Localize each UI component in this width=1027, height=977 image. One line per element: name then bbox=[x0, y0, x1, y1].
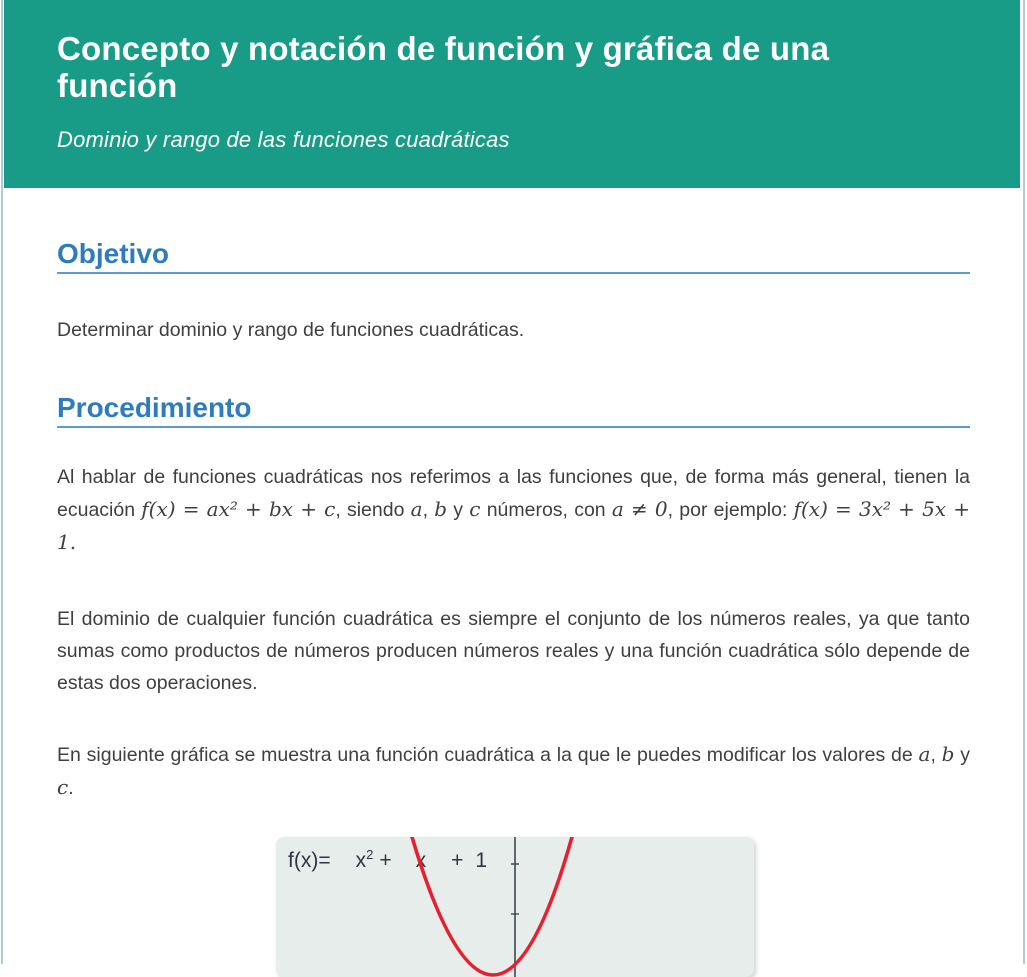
formula-plus-2: + bbox=[451, 849, 464, 872]
formula-x-term: x bbox=[415, 849, 427, 872]
coef-c-value[interactable]: 1 bbox=[475, 849, 488, 872]
inline-math: f(x) = ax² + bx + c bbox=[141, 497, 336, 521]
page-right-border bbox=[1023, 0, 1025, 964]
parabola-curve bbox=[412, 837, 572, 975]
inline-text: , bbox=[930, 744, 942, 766]
formula-plus-1: + bbox=[379, 849, 392, 872]
section-rule-procedimiento bbox=[57, 426, 970, 428]
inline-text: y bbox=[954, 744, 970, 766]
inline-text: , por ejemplo: bbox=[667, 499, 794, 521]
inline-math: b bbox=[941, 742, 955, 766]
inline-text: En siguiente gráfica se muestra una función cuadrática a la que le puedes modificar los valores de bbox=[57, 744, 919, 766]
section-heading-objetivo: Objetivo bbox=[57, 238, 170, 269]
inline-math: a bbox=[410, 497, 423, 521]
page-left-border bbox=[1, 0, 3, 964]
inline-text: , siendo bbox=[335, 499, 411, 521]
inline-math: b bbox=[434, 497, 448, 521]
formula-x-squared-term: $x^2$ bbox=[355, 847, 374, 872]
inline-text: . bbox=[68, 777, 74, 799]
procedimiento-paragraph-1 bbox=[57, 461, 970, 559]
inline-math: c bbox=[57, 775, 69, 799]
inline-text: El dominio de cualquier función cuadrática es siempre el conjunto de los números reales, ya que tanto sumas como productos de números producen números reales y una función cuadrática sólo depende de estas dos operaciones. bbox=[57, 608, 970, 694]
graph-canvas[interactable] bbox=[276, 837, 754, 977]
page-title: Concepto y notación de función y gráfica de una función bbox=[57, 30, 830, 104]
inline-math: a ≠ 0 bbox=[611, 497, 668, 521]
section-rule-objetivo bbox=[57, 272, 970, 274]
section-heading-procedimiento: Procedimiento bbox=[57, 392, 252, 423]
inline-math: a bbox=[918, 742, 931, 766]
inline-text: Al hablar de funciones cuadráticas nos referimos a las funciones que, de forma más general, tienen la ecuación bbox=[57, 466, 970, 521]
formula-fx-label: f(x)= bbox=[288, 849, 331, 872]
inline-text: números, con bbox=[480, 499, 612, 521]
objetivo-body-text: Determinar dominio y rango de funciones cuadráticas. bbox=[57, 319, 525, 341]
function-graph-applet[interactable] bbox=[276, 837, 754, 977]
procedimiento-paragraph-2 bbox=[57, 603, 970, 699]
procedimiento-paragraph-3 bbox=[57, 738, 970, 804]
inline-text: y bbox=[447, 499, 470, 521]
header-banner bbox=[4, 0, 1020, 188]
inline-math: c bbox=[469, 497, 481, 521]
inline-text: , bbox=[422, 499, 435, 521]
page-subtitle: Dominio y rango de las funciones cuadráticas bbox=[57, 127, 510, 152]
inline-math: f(x) = 3x² + 5x + 1. bbox=[57, 497, 970, 554]
